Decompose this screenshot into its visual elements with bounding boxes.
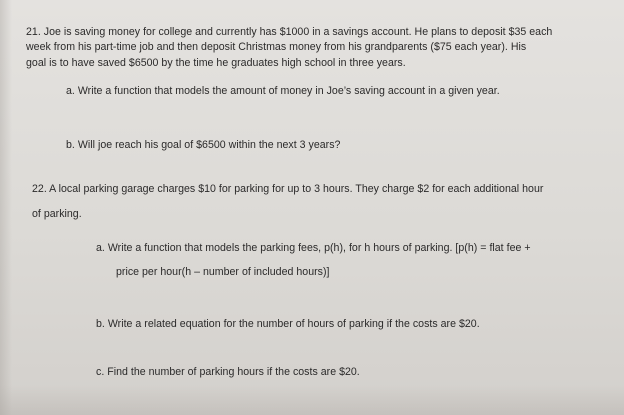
page-bottom-shadow [0, 385, 624, 415]
q22-part-b: b. Write a related equation for the number of hours of parking if the costs are $20. [96, 318, 480, 330]
q22-part-c: c. Find the number of parking hours if the costs are $20. [96, 366, 360, 378]
q21-part-a: a. Write a function that models the amount of money in Joe’s saving account in a given year. [66, 85, 500, 97]
q21-text-line-1: 21. Joe is saving money for college and currently has $1000 in a savings account. He plans to deposit $35 each [26, 26, 553, 38]
q21-text-line-2: week from his part-time job and then deposit Christmas money from his grandparents ($75 each year). His [26, 41, 527, 53]
q22-text-line-2: of parking. [32, 208, 82, 220]
q21-part-b: b. Will joe reach his goal of $6500 within the next 3 years? [66, 139, 341, 151]
page-edge-shadow [0, 0, 12, 415]
q22-part-a-line-1: a. Write a function that models the parking fees, p(h), for h hours of parking. [p(h) = flat fee + [96, 242, 531, 254]
q22-text-line-1: 22. A local parking garage charges $10 for parking for up to 3 hours. They charge $2 for each additional hour [32, 183, 544, 195]
q22-part-a-line-2: price per hour(h – number of included hours)] [116, 266, 330, 278]
q21-text-line-3: goal is to have saved $6500 by the time he graduates high school in three years. [26, 57, 406, 69]
